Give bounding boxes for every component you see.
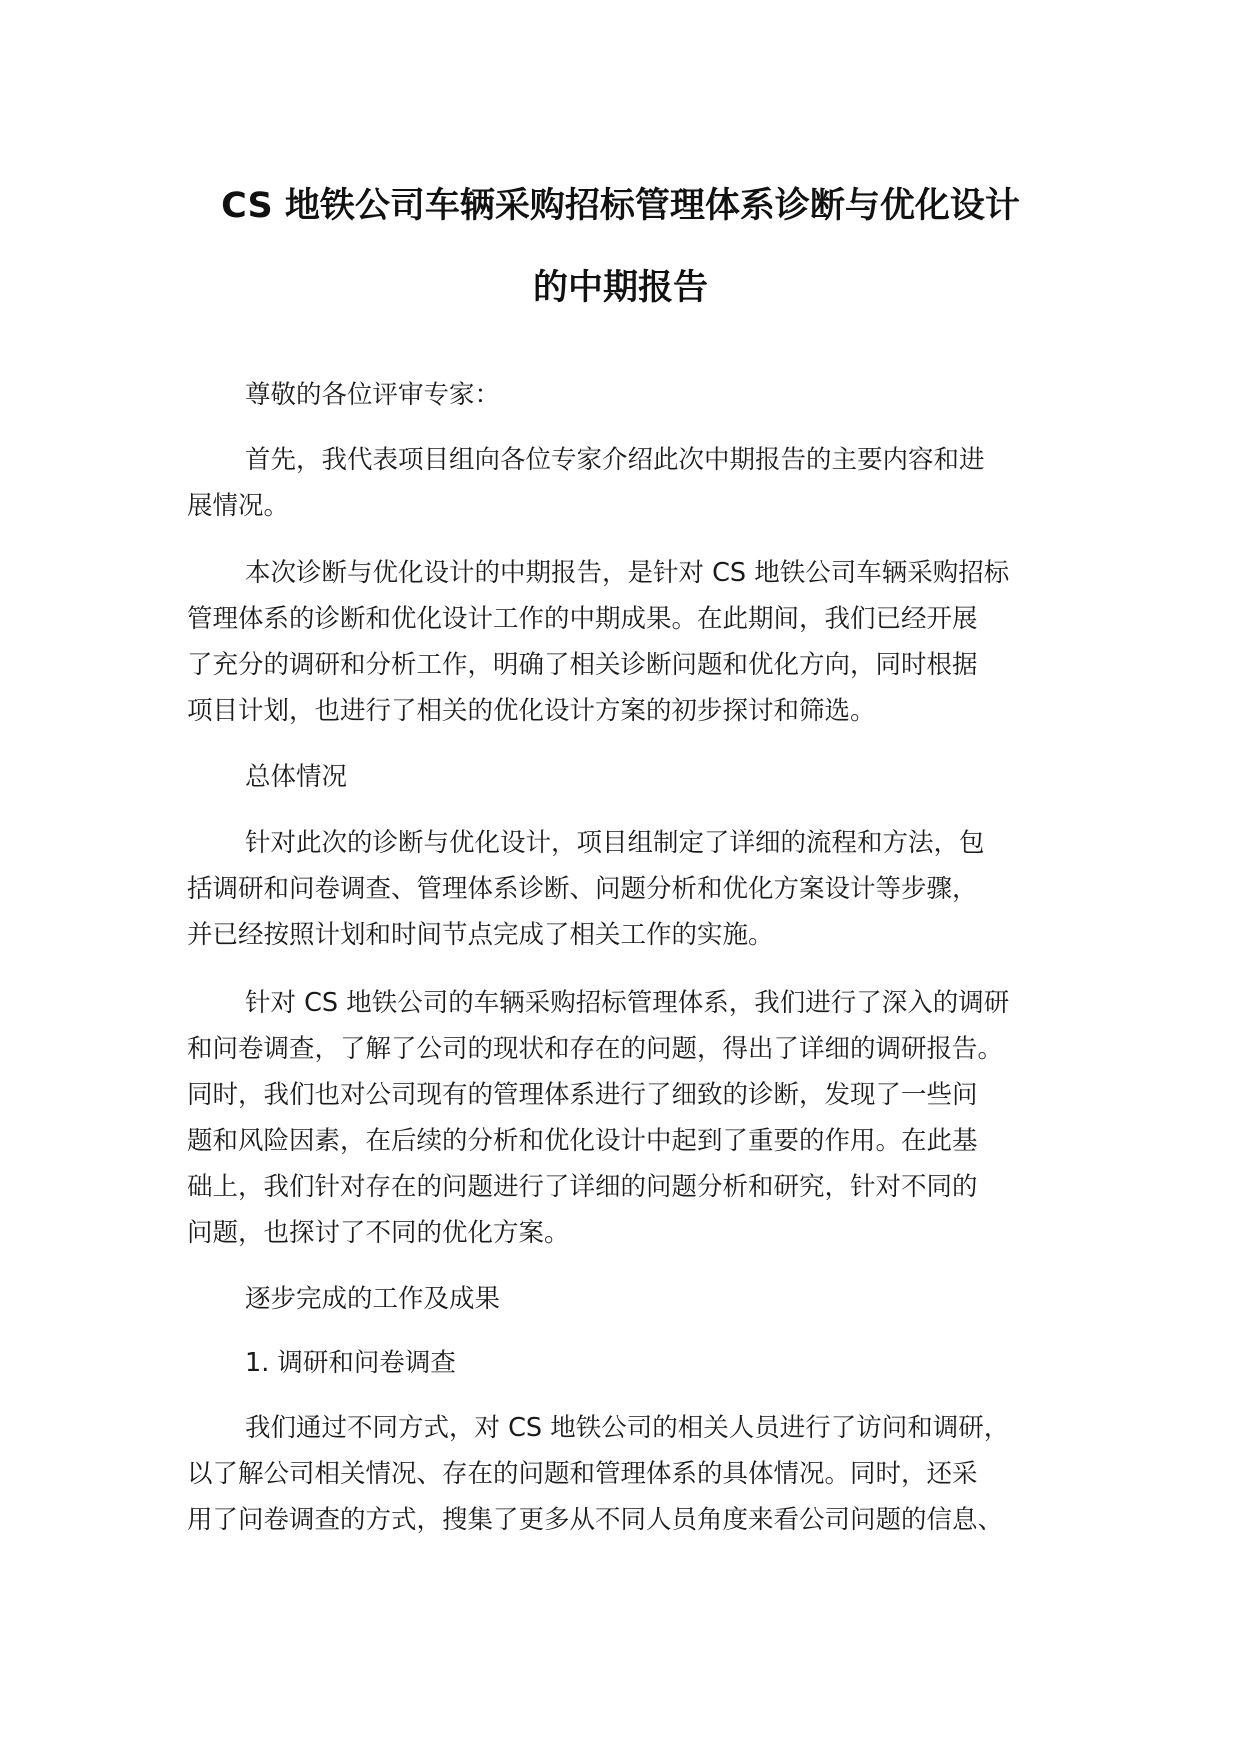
section-heading: 总体情况 xyxy=(245,762,348,792)
paragraph-line: 以了解公司相关情况、存在的问题和管理体系的具体情况。同时，还采 xyxy=(187,1459,978,1489)
paragraph-line: 础上，我们针对存在的问题进行了详细的问题分析和研究，针对不同的 xyxy=(187,1172,978,1202)
document-title-line-2: 的中期报告 xyxy=(532,268,708,308)
section-heading: 逐步完成的工作及成果 xyxy=(245,1284,501,1314)
paragraph-line: 本次诊断与优化设计的中期报告，是针对 CS 地铁公司车辆采购招标 xyxy=(245,558,1010,588)
paragraph-line: 首先，我代表项目组向各位专家介绍此次中期报告的主要内容和进 xyxy=(245,445,985,475)
paragraph-line: 用了问卷调查的方式，搜集了更多从不同人员角度来看公司问题的信息、 xyxy=(187,1505,1004,1535)
paragraph-line: 针对此次的诊断与优化设计，项目组制定了详细的流程和方法，包 xyxy=(245,828,985,858)
paragraph-line: 我们通过不同方式，对 CS 地铁公司的相关人员进行了访问和调研， xyxy=(245,1413,1010,1443)
paragraph-line: 展情况。 xyxy=(187,491,290,521)
subsection-heading: 1. 调研和问卷调查 xyxy=(245,1348,456,1378)
paragraph-line: 管理体系的诊断和优化设计工作的中期成果。在此期间，我们已经开展 xyxy=(187,604,978,634)
paragraph-line: 同时，我们也对公司现有的管理体系进行了细致的诊断，发现了一些问 xyxy=(187,1080,978,1110)
paragraph-line: 括调研和问卷调查、管理体系诊断、问题分析和优化方案设计等步骤， xyxy=(187,874,978,904)
paragraph-line: 项目计划，也进行了相关的优化设计方案的初步探讨和筛选。 xyxy=(187,696,876,726)
paragraph-line: 题和风险因素，在后续的分析和优化设计中起到了重要的作用。在此基 xyxy=(187,1126,978,1156)
document-title-line-1: CS 地铁公司车辆采购招标管理体系诊断与优化设计 xyxy=(221,186,1020,226)
paragraph-line: 问题，也探讨了不同的优化方案。 xyxy=(187,1218,570,1248)
paragraph-line: 并已经按照计划和时间节点完成了相关工作的实施。 xyxy=(187,920,774,950)
paragraph-line: 和问卷调查，了解了公司的现状和存在的问题，得出了详细的调研报告。 xyxy=(187,1034,1004,1064)
salutation: 尊敬的各位评审专家： xyxy=(245,380,501,410)
paragraph-line: 针对 CS 地铁公司的车辆采购招标管理体系，我们进行了深入的调研 xyxy=(245,988,1010,1018)
paragraph-line: 了充分的调研和分析工作，明确了相关诊断问题和优化方向，同时根据 xyxy=(187,650,978,680)
